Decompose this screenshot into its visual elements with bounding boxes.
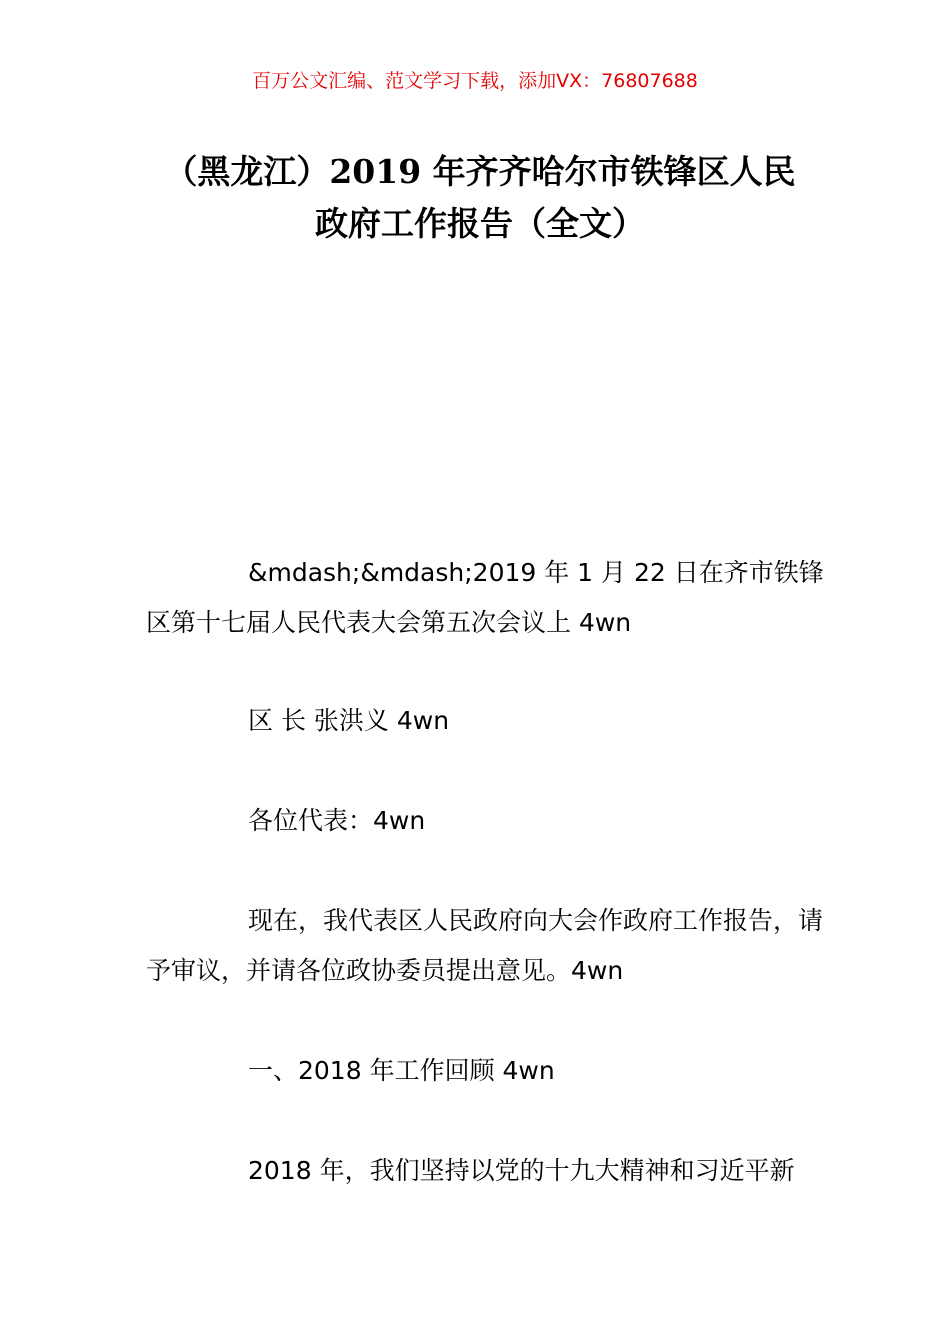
document-title <box>140 146 820 250</box>
paragraph-salutation <box>146 796 836 846</box>
section-heading <box>146 1046 836 1096</box>
paragraph: 现在，我代表区人民政府向大会作政府工作报告，请予审议，并请各位政协委员提出意见。4wn <box>146 906 824 985</box>
paragraph: 2018 年，我们坚持以党的十九大精神和习近平新 <box>248 1156 795 1185</box>
paragraph-review <box>146 1146 836 1196</box>
paragraph-intro <box>146 896 836 996</box>
title-line-1: （黑龙江）2019 年齐齐哈尔市铁锋区人民 <box>164 152 796 191</box>
paragraph-meeting-info <box>146 548 836 648</box>
paragraph-speaker <box>146 696 836 746</box>
title-line-2: 政府工作报告（全文） <box>315 204 645 243</box>
paragraph: &mdash;&mdash;2019 年 1 月 22 日在齐市铁锋区第十七届人民代表大会第五次会议上 4wn <box>146 558 824 637</box>
paragraph: 一、2018 年工作回顾 4wn <box>248 1056 555 1085</box>
paragraph: 各位代表：4wn <box>248 806 426 835</box>
paragraph: 区 长 张洪义 4wn <box>248 706 450 735</box>
header-note: 百万公文汇编、范文学习下载，添加VX：76807688 <box>252 70 698 92</box>
